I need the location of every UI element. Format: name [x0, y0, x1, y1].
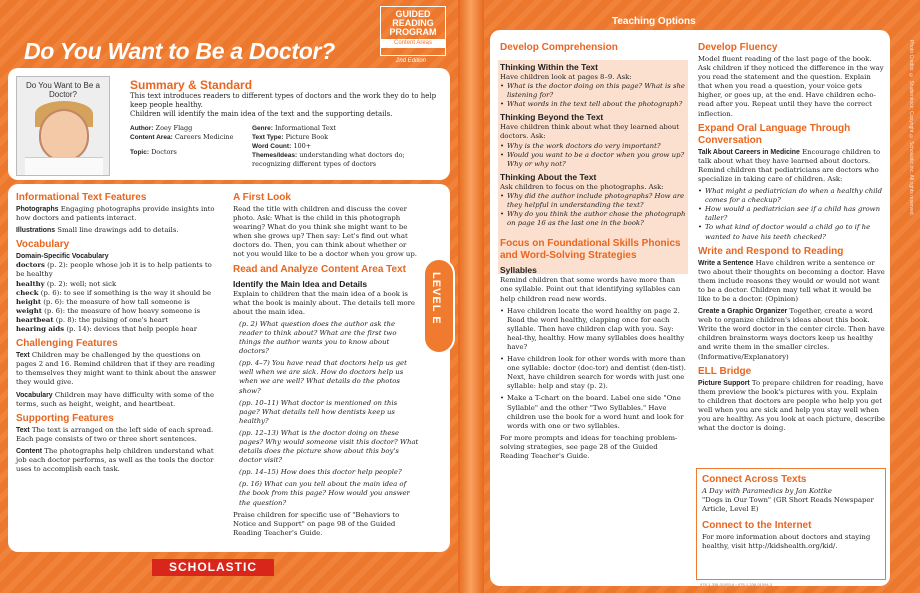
question-item: (pp. 12–13) What is the doctor doing on these pages? Why would someone visit this doctor? What details does the picture show about this boy's doctor visit?	[239, 428, 419, 465]
within-heading: Thinking Within the Text	[500, 62, 598, 72]
question-item: (p. 2) What question does the author ask the reader to think about? What are the first two things the author wants you to know about doctors?	[239, 319, 397, 356]
oral-question: • To what kind of doctor would a child go to if he wanted to have his teeth checked?	[698, 223, 886, 241]
vocabulary-subheading: Domain-Specific Vocabulary	[16, 253, 109, 261]
challenging-vocab	[16, 391, 221, 409]
oral-question: • What might a pediatrician do when a healthy child comes for a checkup?	[698, 187, 886, 205]
supporting-content-label: Content	[16, 447, 43, 455]
graphic-organizer-label: Create a Graphic Organizer	[698, 308, 788, 316]
topic-value: Doctors	[151, 148, 177, 156]
write-heading: Write and Respond to Reading	[698, 245, 844, 257]
write-sentence	[698, 259, 886, 304]
connect-content	[702, 470, 882, 551]
challenging-heading: Challenging Features	[16, 338, 118, 350]
word-count-label: Word Count:	[252, 143, 292, 150]
vocab-word: weight	[16, 306, 42, 315]
about-body: Ask children to focus on the photographs. Ask:	[500, 182, 664, 191]
meta-right	[252, 124, 442, 168]
ell-label: Picture Support	[698, 379, 750, 387]
beyond-heading: Thinking Beyond the Text	[500, 112, 604, 123]
question-item: (pp. 4–7) You have read that doctors help us get well when we are sick. How do doctors help us when we are well? What details do the photos show?	[239, 359, 407, 395]
vocab-item	[16, 325, 221, 334]
main-idea-subheading: Identify the Main Idea and Details	[233, 278, 368, 289]
syllables-step: • Make a T-chart on the board. Label one side "One Syllable" and the other "Two Syllables." Have children use the book for a word hunt and look for words with one or two syllables.	[500, 394, 686, 430]
ell-body: To prepare children for reading, have them preview the book's pictures with you. Explain to children that doctors are people who help you get well when you are sick and help you stay well when you are healthy. As you look at each picture, describe what the doctor is doing.	[698, 378, 886, 433]
vocab-word: height	[16, 297, 42, 306]
vocab-item	[16, 280, 221, 289]
vocab-item	[16, 289, 221, 298]
content-area-value: Careers Medicine	[174, 133, 234, 141]
cover-title: Do You Want to Be a Doctor?	[26, 81, 100, 99]
ell-text	[698, 379, 886, 434]
ell-heading: ELL Bridge	[698, 365, 752, 377]
features-heading: Informational Text Features	[16, 192, 147, 203]
logo-line-1: GUIDED	[395, 9, 431, 19]
oral-language-heading: Expand Oral Language Through Conversation	[698, 122, 851, 146]
right-column-2	[698, 38, 886, 436]
fluency-body: Model fluent reading of the last page of the book. Ask children if they noticed the difference in the way you read the statement and the question. Explain that when you read a question, your voice gets higher, or goes up, at the end. Have children echo-read after you. Repeat until they have the correct inflection.	[698, 55, 884, 118]
connect-internet-heading: Connect to the Internet	[702, 520, 812, 532]
oral-question: • How would a pediatrician see if a child has grown taller?	[698, 205, 886, 223]
supporting-heading: Supporting Features	[16, 412, 114, 424]
about-heading: Thinking About the Text	[500, 171, 597, 182]
summary-text-1: This text introduces readers to different types of doctors and the work they do to help keep people healthy.	[130, 92, 437, 110]
features-photographs	[16, 205, 221, 223]
question-item: (pp. 10–11) What doctor is mentioned on this page? What details tell how dentists keep us healthy?	[239, 398, 398, 425]
vocab-def: (p. 2): well; not sick	[46, 279, 117, 288]
vocab-def: (p. 6): the measure of how heavy someone is	[44, 306, 201, 315]
illustrations-text: Small line drawings add to details.	[57, 226, 179, 235]
connect-text-2: "Dogs in Our Town" (GR Short Reads Newspaper Article, Level E)	[702, 496, 874, 514]
about-question: • Why did the author include photographs? How are they helpful in understanding the text?	[500, 192, 686, 210]
challenging-text-body: Children may be challenged by the questions on pages 2 and 16. Remind children that if they are reading to themselves they might want to think about the answer they would give.	[16, 351, 216, 387]
logo-line-3: PROGRAM	[389, 27, 437, 37]
cover-child-face	[39, 109, 89, 161]
challenging-text-label: Text	[16, 352, 30, 360]
vocab-def: (p. 8): the pulsing of one's heart	[55, 315, 168, 324]
text-type-value: Picture Book	[285, 133, 329, 141]
beyond-body: Have children think about what they learned about doctors. Ask:	[500, 123, 680, 141]
level-label: LEVEL E	[430, 272, 442, 325]
photographs-text: Engaging photographs provide insights into how doctors and patients interact.	[16, 205, 215, 223]
summary-body	[130, 92, 440, 120]
guided-reading-logo	[380, 6, 446, 56]
scholastic-logo: SCHOLASTIC	[152, 559, 274, 576]
vocab-item	[16, 298, 221, 307]
logo-subtitle: Content Areas	[381, 39, 445, 48]
read-analyze-closing: Praise children for specific use of "Behaviors to Notice and Support" on page 98 of the Guided Reading Teacher's Guide.	[233, 510, 400, 537]
book-cover-image	[16, 76, 110, 176]
read-analyze-heading: Read and Analyze Content Area Text	[233, 263, 406, 275]
vocab-item	[16, 316, 221, 325]
fluency-heading: Develop Fluency	[698, 42, 778, 53]
themes-value: understanding what doctors do; recognizing different types of doctors	[252, 151, 405, 168]
features-illustrations	[16, 226, 221, 235]
vocabulary-heading: Vocabulary	[16, 239, 70, 251]
page-title: Do You Want to Be a Doctor?	[24, 38, 335, 64]
vocab-def: (p. 14): devices that help people hear	[66, 325, 198, 334]
beyond-question: • Why is the work doctors do very important?	[500, 142, 686, 151]
author-label: Author:	[130, 125, 154, 132]
challenging-vocab-label: Vocabulary	[16, 391, 53, 399]
syllables-step: • Have children locate the word healthy on page 2. Read the word healthy, clapping once for each syllable. Then have children clap with you. Say: heal-thy, healthy. How many syllables does healthy have?	[500, 307, 686, 352]
write-sentence-label: Write a Sentence	[698, 259, 754, 267]
supporting-content-body: The photographs help children understand what job each doctor performs, as well as the tools the doctor uses to accomplish each task.	[16, 446, 214, 474]
illustrations-label: Illustrations	[16, 227, 56, 235]
connect-internet-body: For more information about doctors and staying healthy, visit http://kidshealth.org/kid/.	[702, 533, 871, 551]
genre-value: Informational Text	[275, 124, 337, 132]
content-area-label: Content Area:	[130, 134, 173, 141]
vocab-def: (p. 2): people whose job it is to help patients to be healthy	[16, 261, 212, 279]
graphic-organizer-body: Together, create a word web to organize children's ideas about this book. Write the word doctor in the center circle. Then have children brainstorm ways doctors keep us healthy and write them in the smaller circles. (Informative/Explanatory)	[698, 307, 885, 361]
question-item: (p. 16) What can you tell about the main idea of the book from this page? How would you answer the question?	[239, 480, 410, 507]
vocab-word: healthy	[16, 279, 45, 288]
teaching-options-title: Teaching Options	[612, 16, 696, 27]
vocab-item	[16, 307, 221, 316]
read-analyze-body: Explain to children that the main idea of a book is what the book is mainly about. The details tell more about the main idea.	[233, 289, 416, 316]
logo-line-2: READING	[392, 18, 434, 28]
page-divider	[458, 0, 484, 593]
supporting-text-body: The text is arranged on the left side of each spread. Each page consists of two or three short sentences.	[16, 425, 214, 443]
challenging-vocab-body: Children may have difficulty with some of the terms, such as height, weight, and heartbeat.	[16, 390, 215, 408]
vocab-def: (p. 6): to see if something is the way it should be	[40, 288, 212, 297]
author-value: Zoey Flagg	[155, 124, 193, 132]
question-item: (pp. 14–15) How does this doctor help people?	[239, 468, 402, 477]
vocab-word: check	[16, 288, 39, 297]
comprehension-heading: Develop Comprehension	[500, 42, 618, 53]
summary-text-2: Children will identify the main idea of the text and the supporting details.	[130, 110, 393, 119]
logo-edition: 2nd Edition	[396, 58, 427, 64]
side-credits: Photo Credits: © Shutterstock; Copyright © Scholastic Inc. All rights reserved.	[908, 40, 914, 216]
summary-heading: Summary & Standard	[130, 78, 253, 92]
meta-left	[130, 124, 250, 157]
oral-language-text	[698, 148, 886, 184]
within-question: • What words in the text tell about the photograph?	[500, 100, 686, 109]
beyond-question: • Would you want to be a doctor when you grow up? Why or why not?	[500, 151, 686, 169]
themes-label: Themes/Ideas:	[252, 152, 298, 159]
word-count-value: 100+	[293, 142, 312, 150]
about-question: • Why do you think the author chose the photograph on page 16 as the last one in the book?	[500, 210, 686, 228]
genre-label: Genre:	[252, 125, 273, 132]
left-page	[0, 0, 458, 593]
left-column-2	[233, 188, 419, 541]
topic-label: Topic:	[130, 149, 150, 156]
first-look-body: Read the title with children and discuss the cover photo. Ask: What is the child in this photograph wearing? What do you think she might want to be when she grows up? Then say: Let's find out what doctors do. Then, you can think about whether or not you would like to be a doctor when you grow up.	[233, 205, 417, 259]
text-type-label: Text Type:	[252, 134, 284, 141]
graphic-organizer	[698, 307, 886, 362]
foundational-heading: Focus on Foundational Skills Phonics and Word-Solving Strategies	[500, 238, 681, 262]
connect-text-1: A Day with Paramedics by Jan Kottke	[702, 487, 832, 495]
foundational-closing: For more prompts and ideas for teaching problem-solving strategies, see page 28 of the Guided Reading Teacher's Guide.	[500, 433, 678, 460]
first-look-heading: A First Look	[233, 192, 291, 203]
vocab-def: (p. 6): the measure of how tall someone is	[43, 297, 190, 306]
syllables-step: • Have children look for other words with more than one syllable: doctor (doc-tor) and dentist (den-tist). Next, have children search for words with just one syllable: help and stay (p. 2).	[500, 355, 686, 391]
write-sentence-body: Have children write a sentence or two about their thoughts on becoming a doctor. Have them include reasons they would or would not want to be a doctor. Children may tell what it would be like to be a doctor. (Opinion)	[698, 258, 885, 303]
within-question: • What is the doctor doing on this page? What is she listening for?	[500, 82, 686, 100]
right-column-1	[500, 38, 686, 464]
vocab-word: hearing aids	[16, 325, 65, 334]
challenging-text	[16, 351, 221, 387]
vocab-word: heartbeat	[16, 315, 54, 324]
footer-isbn: 978-1-338-01093-6 • 978-1-338-01094-3	[700, 582, 773, 587]
syllables-body: Remind children that some words have more than one syllable. Point out that identifying syllables can help children read new words.	[500, 276, 681, 303]
within-body: Have children look at pages 8–9. Ask:	[500, 73, 632, 81]
oral-body: Encourage children to talk about what they have learned about doctors. Remind children that pediatricians are doctors who specialize in taking care of children. Ask:	[698, 147, 881, 183]
cover-child-coat	[25, 157, 103, 176]
vocab-word: doctors	[16, 261, 45, 270]
supporting-content	[16, 447, 221, 474]
supporting-text-label: Text	[16, 426, 30, 434]
photographs-label: Photographs	[16, 206, 59, 213]
left-column-1	[16, 188, 221, 477]
vocab-item	[16, 261, 221, 279]
syllables-heading: Syllables	[500, 265, 537, 276]
supporting-text	[16, 426, 221, 444]
oral-label: Talk About Careers in Medicine	[698, 148, 800, 156]
connect-texts-heading: Connect Across Texts	[702, 474, 807, 485]
